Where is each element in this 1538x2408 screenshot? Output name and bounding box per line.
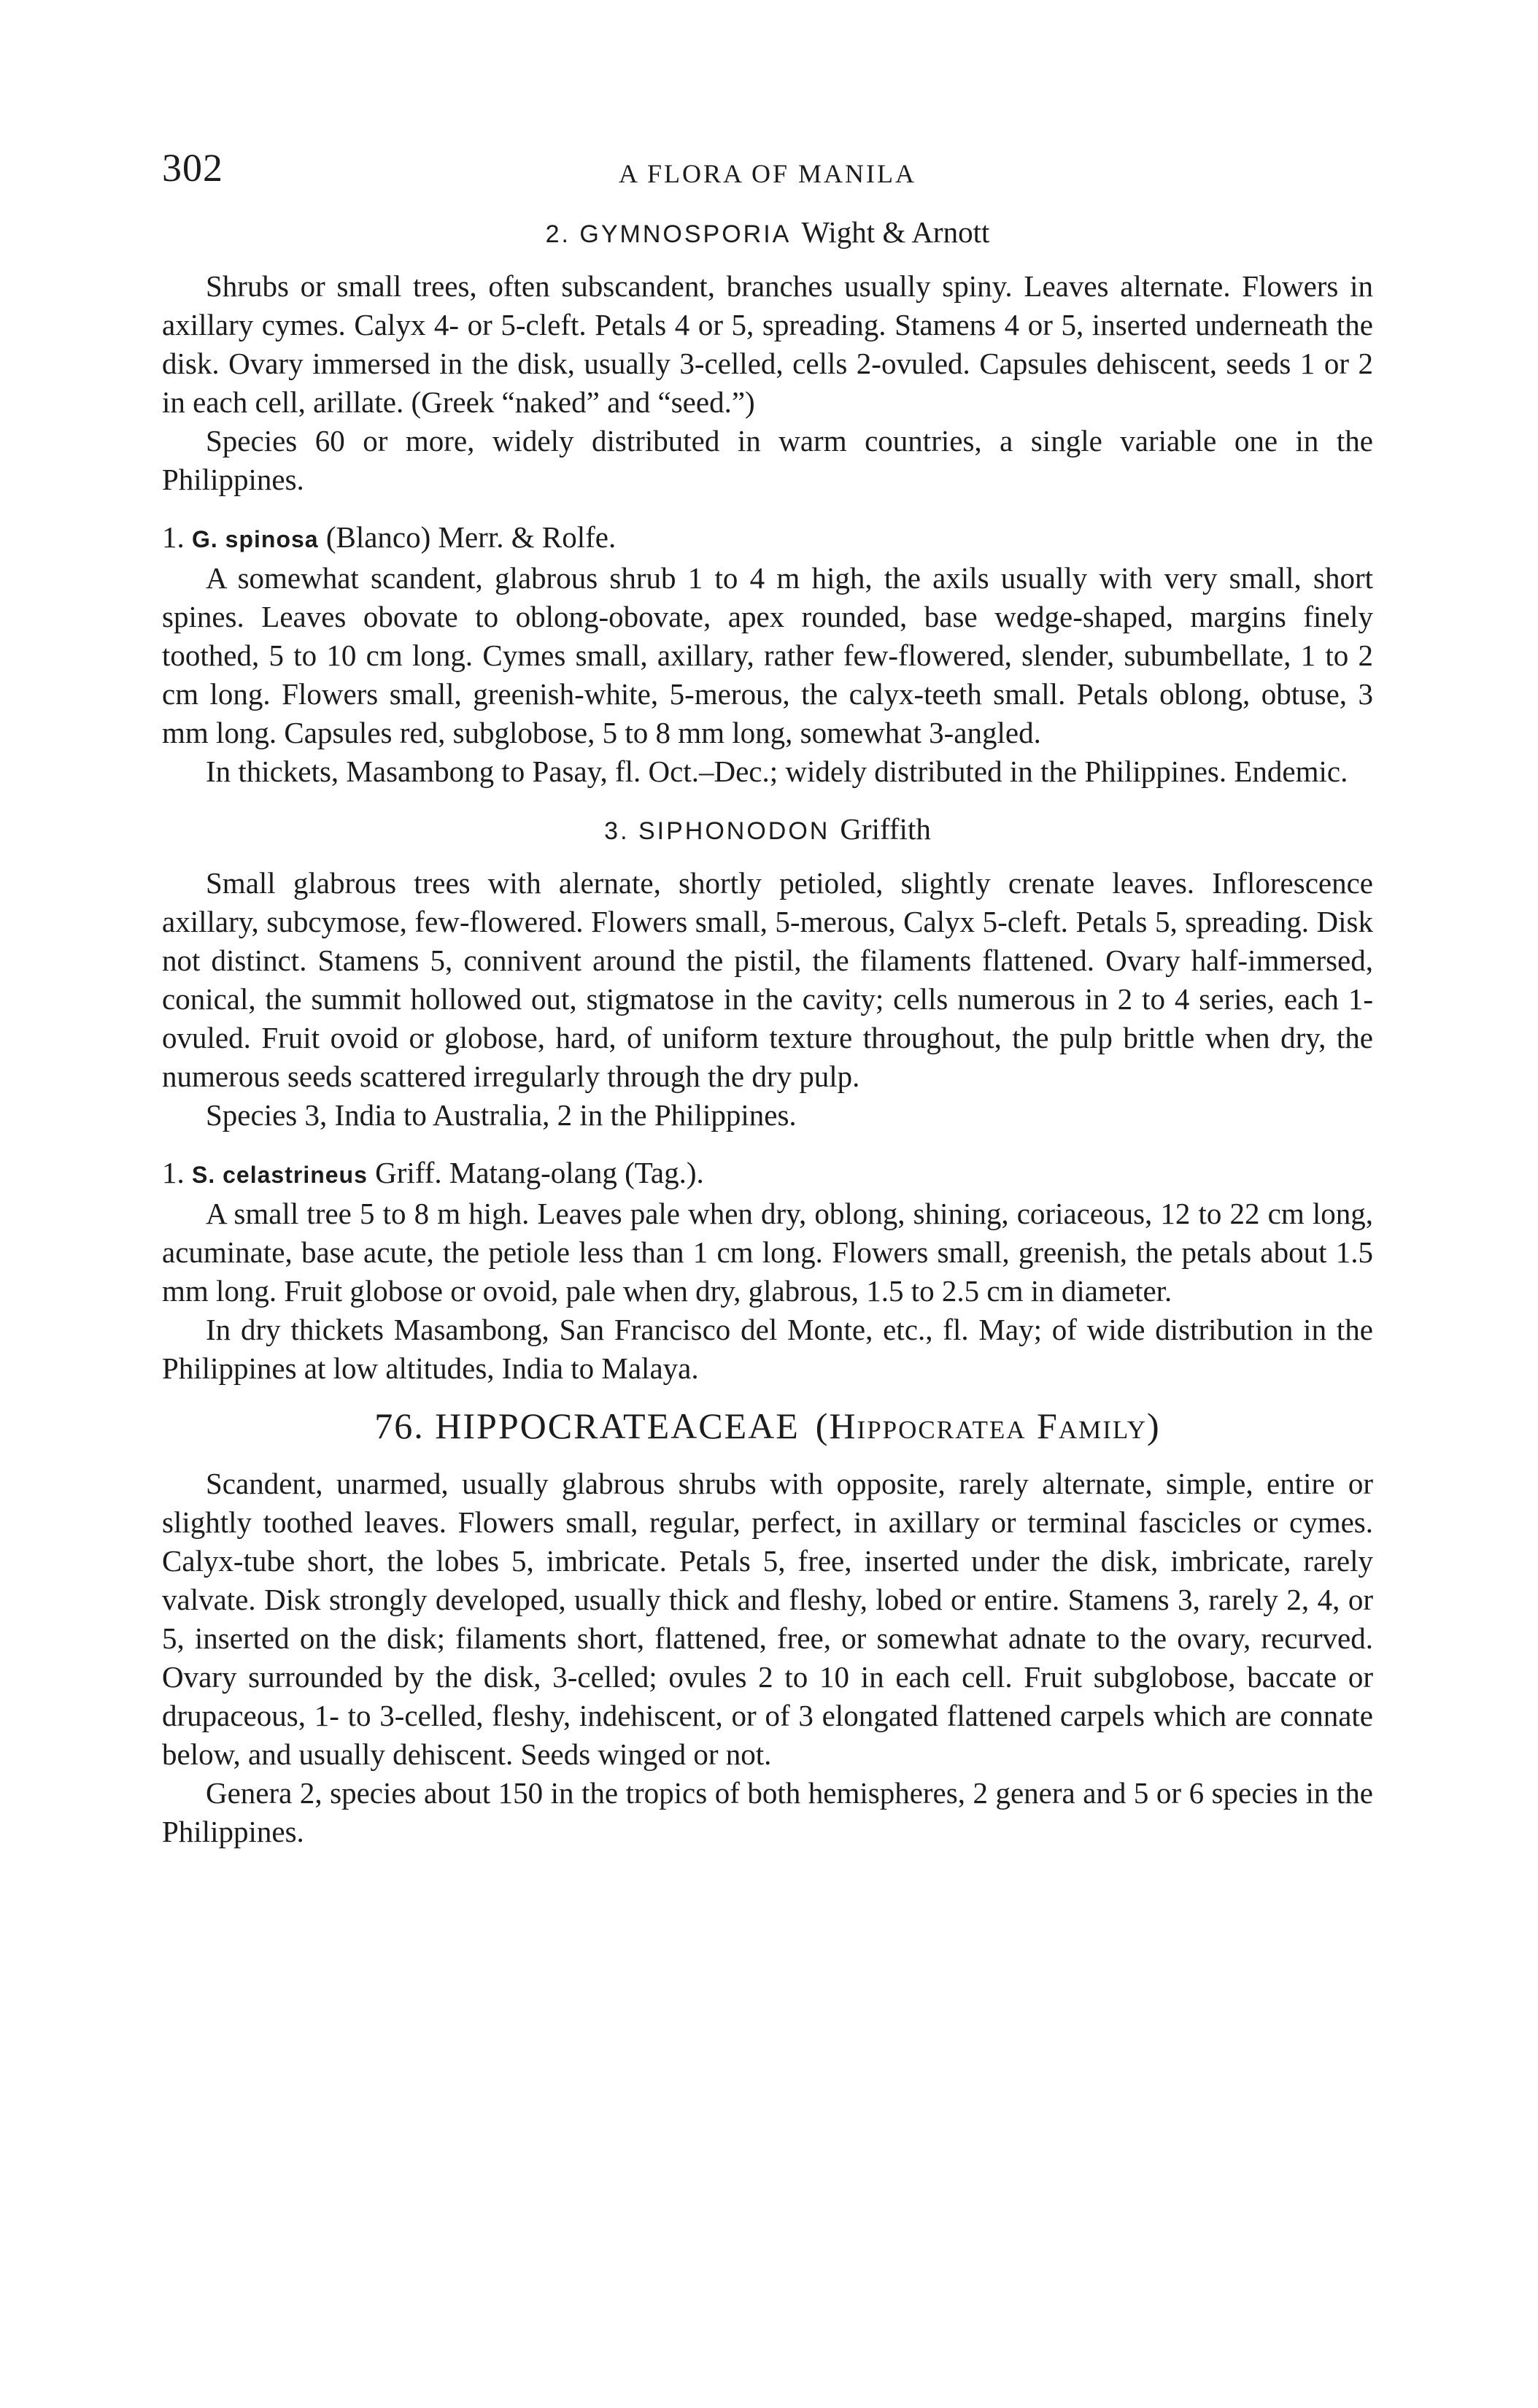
family-name: 76. HIPPOCRATEACEAE xyxy=(374,1405,800,1446)
genus-heading-siphonodon xyxy=(162,810,1373,851)
species-name: G. spinosa xyxy=(192,526,319,552)
species-habitat: In thickets, Masambong to Pasay, fl. Oct.–Dec.; widely distributed in the Philippines. Endemic. xyxy=(206,755,1348,788)
running-head xyxy=(162,139,1373,197)
species-author: (Blanco) Merr. & Rolfe. xyxy=(325,520,617,554)
page-number: 302 xyxy=(162,146,223,190)
genus-name: 3. SIPHONODON xyxy=(604,817,830,845)
genus-description: Shrubs or small trees, often subscandent, branches usually spiny. Leaves alternate. Flowers in axillary cymes. Calyx 4- or 5-cleft. Petals 4 or 5, spreading. Stamens 4 or 5, inserted underneath the disk. Ovary immersed in the disk, usually 3-celled, cells 2-ovuled. Capsules dehiscent, seeds 1 or 2 in each cell, arillate. (Greek “naked” and “seed.”) xyxy=(162,269,1373,419)
genus-distribution: Species 3, India to Australia, 2 in the Philippines. xyxy=(206,1098,797,1132)
species-number: 1. xyxy=(162,1156,185,1189)
genus-heading-gymnosporia xyxy=(162,213,1373,254)
genus-distribution: Species 60 or more, widely distributed in warm countries, a single variable one in the Philippines. xyxy=(162,424,1373,496)
species-author: Griff. Matang-olang (Tag.). xyxy=(375,1156,704,1189)
family-common-name: (Hippocratea Family) xyxy=(815,1405,1161,1446)
species-habitat: In dry thickets Masambong, San Francisco del Monte, etc., fl. May; of wide distribution in the Philippines at low altitudes, India to Malaya. xyxy=(162,1313,1373,1385)
genus-name: 2. GYMNOSPORIA xyxy=(545,220,792,248)
genus-description: Small glabrous trees with alernate, shortly petioled, slightly crenate leaves. Inflorescence axillary, subcymose, few-flowered. Flowers small, 5-merous, Calyx 5-cleft. Petals 5, spreading. Disk not distinct. Stamens 5, connivent around the pistil, the filaments flattened. Ovary half-immersed, conical, the summit hollowed out, stigmatose in the cavity; cells numerous in 2 to 4 series, each 1-ovuled. Fruit ovoid or globose, hard, of uniform texture throughout, the pulp brittle when dry, the numerous seeds scattered irregularly through the dry pulp. xyxy=(162,866,1373,1093)
family-distribution: Genera 2, species about 150 in the tropics of both hemispheres, 2 genera and 5 or 6 species in the Philippines. xyxy=(162,1776,1373,1848)
species-description: A somewhat scandent, glabrous shrub 1 to 4 m high, the axils usually with very small, short spines. Leaves obovate to oblong-obovate, apex rounded, base wedge-shaped, margins finely toothed, 5 to 10 cm long. Cymes small, axillary, rather few-flowered, slender, subumbellate, 1 to 2 cm long. Flowers small, greenish-white, 5-merous, the calyx-teeth small. Petals oblong, obtuse, 3 mm long. Capsules red, subglobose, 5 to 8 mm long, somewhat 3-angled. xyxy=(162,561,1373,749)
genus-author: Wight & Arnott xyxy=(801,215,990,249)
book-page xyxy=(162,139,1373,1851)
family-description: Scandent, unarmed, usually glabrous shrubs with opposite, rarely alternate, simple, entire or slightly toothed leaves. Flowers small, regular, perfect, in axillary or terminal fascicles or cymes. Calyx-tube short, the lobes 5, imbricate. Petals 5, free, inserted under the disk, imbricate, rarely valvate. Disk strongly developed, usually thick and fleshy, lobed or entire. Stamens 3, rarely 2, 4, or 5, inserted on the disk; filaments short, flattened, free, or somewhat adnate to the ovary, recurved. Ovary surrounded by the disk, 3-celled; ovules 2 to 10 in each cell. Fruit subglobose, baccate or drupaceous, 1- to 3-celled, fleshy, indehiscent, or of 3 elongated flattened carpels which are connate below, and usually dehiscent. Seeds winged or not. xyxy=(162,1467,1373,1771)
running-title: A FLORA OF MANILA xyxy=(618,159,917,188)
species-name: S. celastrineus xyxy=(192,1162,368,1188)
species-number: 1. xyxy=(162,520,185,554)
species-heading xyxy=(162,1154,1373,1195)
family-heading xyxy=(162,1407,1373,1446)
species-heading xyxy=(162,518,1373,559)
species-description: A small tree 5 to 8 m high. Leaves pale when dry, oblong, shining, coriaceous, 12 to 22 cm long, acuminate, base acute, the petiole less than 1 cm long. Flowers small, greenish, the petals about 1.5 mm long. Fruit globose or ovoid, pale when dry, glabrous, 1.5 to 2.5 cm in diameter. xyxy=(162,1197,1373,1308)
genus-author: Griffith xyxy=(840,812,931,846)
